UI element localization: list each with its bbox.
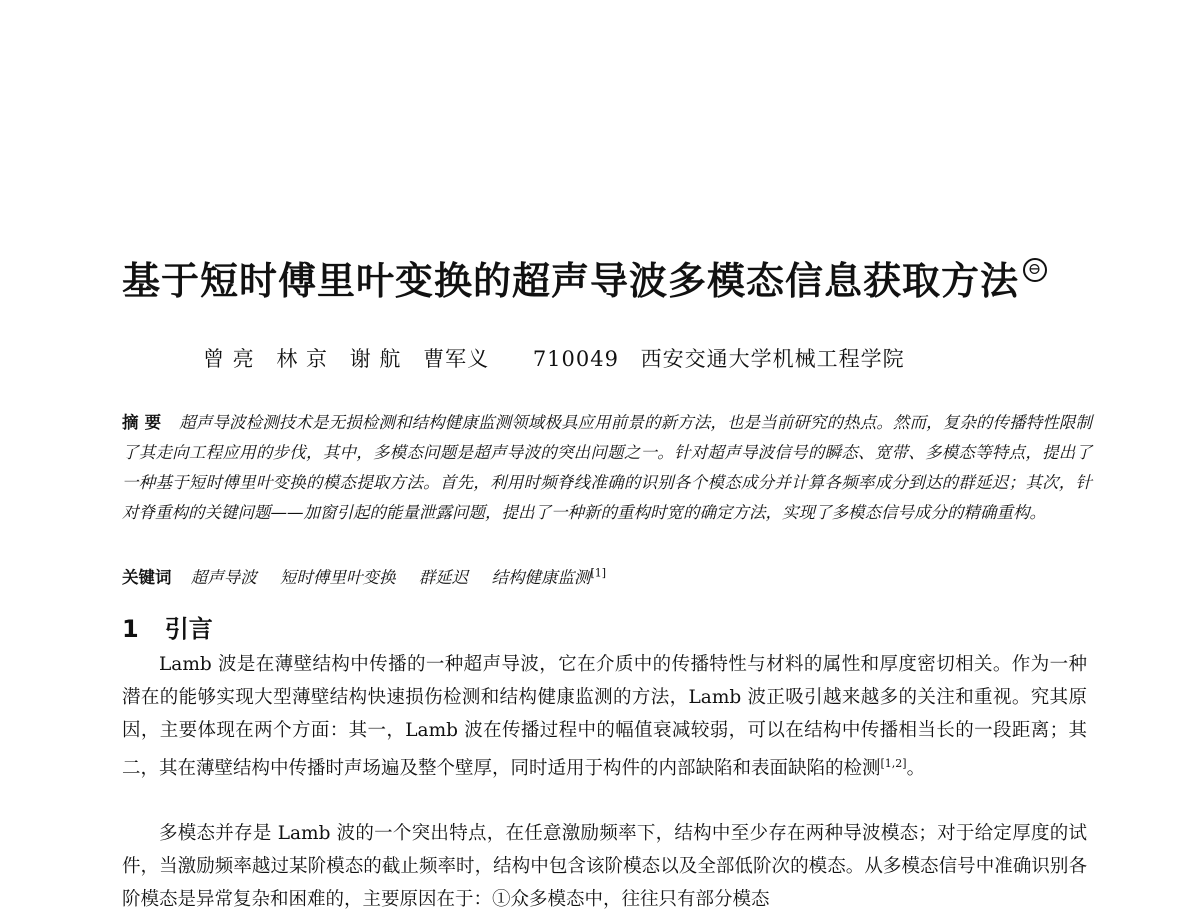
keyword: 结构健康监测 — [491, 568, 591, 587]
paper-title — [122, 250, 1047, 305]
paragraph-text: Lamb 波是在薄壁结构中传播的一种超声导波，它在介质中的传播特性与材料的属性和厚度密切相关。作为一种潜在的能够实现大型薄壁结构快速损伤检测和结构健康监测的方法，Lamb 波正吸引越来越多的关注和重视。究其原因，主要体现在两个方面：其一，Lamb 波在传播过程中的幅值衰减较弱，可以在结构中传播相当长的一段距离；其二，其在薄壁结构中传播时声场遍及整个壁厚，同时适用于构件的内部缺陷和表面缺陷的检测 — [122, 654, 1087, 780]
paragraph-end: 。 — [906, 758, 926, 780]
section-number: 1 — [122, 615, 139, 643]
keywords-label: 关键词 — [122, 568, 172, 587]
author-line — [203, 343, 919, 373]
paragraph-text: 多模态并存是 Lamb 波的一个突出特点，在任意激励频率下，结构中至少存在两种导波模态；对于给定厚度的试件，当激励频率越过某阶模态的截止频率时，结构中包含该阶模态以及全部低阶次的模态。从多模态信号中准确识别各阶模态是异常复杂和困难的，主要原因在于：①众多模态中，往往只有部分模态 — [122, 823, 1087, 910]
author-name: 林 京 — [276, 347, 329, 371]
citation-ref: [1] — [590, 566, 607, 580]
author-name: 曾 亮 — [203, 347, 255, 371]
title-text: 基于短时傅里叶变换的超声导波多模态信息获取方法 — [122, 258, 1020, 303]
affiliation: 西安交通大学机械工程学院 — [640, 347, 905, 371]
abstract — [122, 408, 1092, 528]
citation-ref: [1,2] — [880, 757, 907, 770]
abstract-text: 超声导波检测技术是无损检测和结构健康监测领域极具应用前景的新方法，也是当前研究的热点。然而，复杂的传播特性限制了其走向工程应用的步伐，其中，多模态问题是超声导波的突出问题之一。针对超声导波信号的瞬态、宽带、多模态等特点，提出了一种基于短时傅里叶变换的模态提取方法。首先，利用时频脊线准确的识别各个模态成分并计算各频率成分到达的群延迟；其次，针对脊重构的关键问题——加窗引起的能量泄露问题，提出了一种新的重构时宽的确定方法，实现了多模态信号成分的精确重构。 — [122, 413, 1093, 522]
author-name: 曹军义 — [423, 347, 490, 371]
keyword: 超声导波 — [190, 568, 257, 587]
keywords — [122, 564, 1092, 588]
postcode: 710049 — [532, 347, 619, 371]
section-title: 引言 — [164, 615, 213, 643]
body-paragraph — [122, 648, 1087, 785]
body-paragraph — [122, 817, 1087, 916]
keyword: 群延迟 — [418, 568, 469, 587]
keyword: 短时傅里叶变换 — [280, 568, 396, 587]
funding-note-icon: ⊖ — [1023, 258, 1047, 282]
section-heading — [122, 609, 213, 644]
abstract-label: 摘要 — [122, 413, 168, 432]
author-name: 谢 航 — [349, 347, 402, 371]
